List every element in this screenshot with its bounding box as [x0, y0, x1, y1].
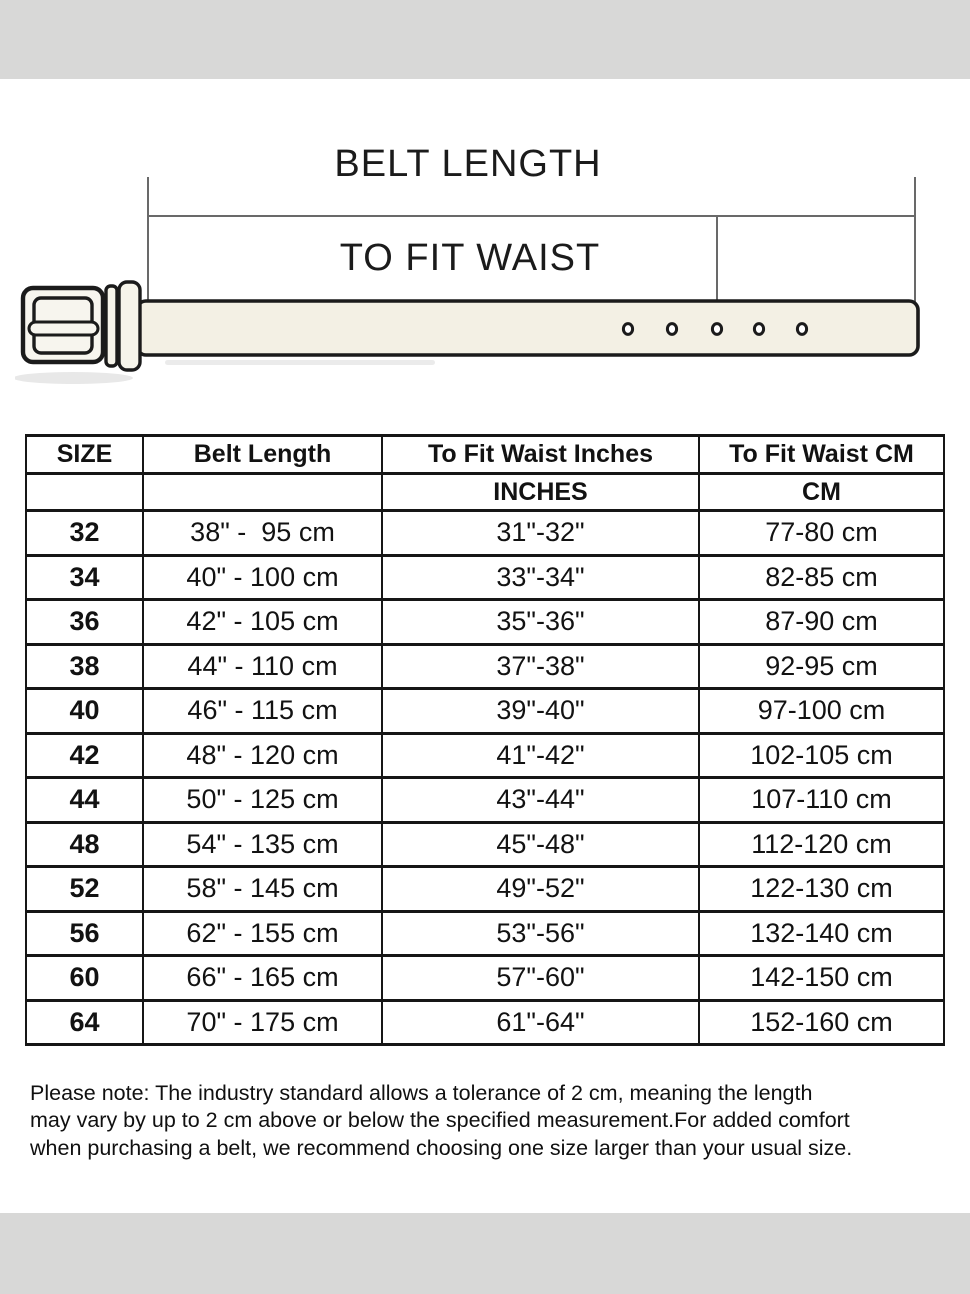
table-cell: 132-140 cm [699, 911, 944, 956]
note-line: may vary by up to 2 cm above or below the specified measurement.For added comfort [30, 1108, 850, 1133]
table-cell: 102-105 cm [699, 733, 944, 778]
table-cell: 87-90 cm [699, 600, 944, 645]
table-cell: 107-110 cm [699, 778, 944, 823]
table-body [26, 511, 944, 1045]
table-row [26, 644, 944, 689]
table-cell: 112-120 cm [699, 822, 944, 867]
table-cell: 40" - 100 cm [143, 555, 382, 600]
col-header-size: SIZE [26, 436, 143, 474]
table-header-row [26, 436, 944, 474]
table-cell: 97-100 cm [699, 689, 944, 734]
table-cell: 52 [26, 867, 143, 912]
size-chart-table [25, 434, 945, 1046]
table-cell: 53"-56" [382, 911, 699, 956]
table-cell: 77-80 cm [699, 511, 944, 556]
belt-keeper [119, 282, 140, 370]
table-cell: 45"-48" [382, 822, 699, 867]
tolerance-note [30, 1080, 965, 1162]
table-cell: 35"-36" [382, 600, 699, 645]
table-row [26, 555, 944, 600]
table-cell: 48 [26, 822, 143, 867]
table-cell: 49"-52" [382, 867, 699, 912]
table-cell: 44 [26, 778, 143, 823]
table-cell: 64 [26, 1000, 143, 1045]
col-header-waist-inches: To Fit Waist Inches [382, 436, 699, 474]
table-cell: 50" - 125 cm [143, 778, 382, 823]
table-cell: 37"-38" [382, 644, 699, 689]
table-cell: 92-95 cm [699, 644, 944, 689]
table-cell: 82-85 cm [699, 555, 944, 600]
table-cell: 54" - 135 cm [143, 822, 382, 867]
table-cell: 62" - 155 cm [143, 911, 382, 956]
table-row [26, 956, 944, 1001]
belt-hole [712, 324, 721, 335]
table-cell: 152-160 cm [699, 1000, 944, 1045]
table-row [26, 1000, 944, 1045]
table-cell: 42 [26, 733, 143, 778]
table-cell: 42" - 105 cm [143, 600, 382, 645]
table-cell: 61"-64" [382, 1000, 699, 1045]
table-cell: 43"-44" [382, 778, 699, 823]
table-cell: 38 [26, 644, 143, 689]
buckle-shadow [15, 372, 133, 384]
col-header-belt-length: Belt Length [143, 436, 382, 474]
top-gray-band [0, 0, 970, 79]
table-cell: 31"-32" [382, 511, 699, 556]
table-row [26, 600, 944, 645]
table-cell: 122-130 cm [699, 867, 944, 912]
belt-buckle-prong [29, 322, 98, 335]
table-cell: 38" - 95 cm [143, 511, 382, 556]
subheader-inches: INCHES [382, 474, 699, 511]
table-cell: 66" - 165 cm [143, 956, 382, 1001]
table-row [26, 822, 944, 867]
table-cell: 40 [26, 689, 143, 734]
col-header-waist-cm: To Fit Waist CM [699, 436, 944, 474]
note-line: when purchasing a belt, we recommend choosing one size larger than your usual size. [30, 1135, 853, 1160]
strap-shadow [165, 360, 435, 365]
table-cell: 41"-42" [382, 733, 699, 778]
table-cell: 46" - 115 cm [143, 689, 382, 734]
table-row [26, 867, 944, 912]
note-line: Please note: The industry standard allows a tolerance of 2 cm, meaning the length [30, 1081, 813, 1105]
belt-illustration [15, 272, 930, 394]
bottom-gray-band [0, 1213, 970, 1294]
table-row [26, 911, 944, 956]
table-cell: 32 [26, 511, 143, 556]
belt-hole [667, 324, 676, 335]
table-row [26, 733, 944, 778]
table-cell: 36 [26, 600, 143, 645]
table-row [26, 511, 944, 556]
to-fit-waist-label: TO FIT WAIST [339, 237, 601, 279]
belt-length-dimension-line [148, 215, 916, 217]
table-subheader-row [26, 474, 944, 511]
table-cell: 33"-34" [382, 555, 699, 600]
belt-hole [623, 324, 632, 335]
belt-length-label: BELT LENGTH [334, 143, 602, 185]
table-cell: 44" - 110 cm [143, 644, 382, 689]
table-cell: 48" - 120 cm [143, 733, 382, 778]
belt-keeper [106, 286, 117, 366]
table-cell: 58" - 145 cm [143, 867, 382, 912]
subheader-empty [143, 474, 382, 511]
subheader-empty [26, 474, 143, 511]
subheader-cm: CM [699, 474, 944, 511]
table-cell: 142-150 cm [699, 956, 944, 1001]
belt-hole [754, 324, 763, 335]
table-cell: 60 [26, 956, 143, 1001]
table-cell: 57"-60" [382, 956, 699, 1001]
table-row [26, 689, 944, 734]
belt-hole [797, 324, 806, 335]
table-cell: 39"-40" [382, 689, 699, 734]
table-cell: 34 [26, 555, 143, 600]
table-cell: 70" - 175 cm [143, 1000, 382, 1045]
table-row [26, 778, 944, 823]
table-cell: 56 [26, 911, 143, 956]
